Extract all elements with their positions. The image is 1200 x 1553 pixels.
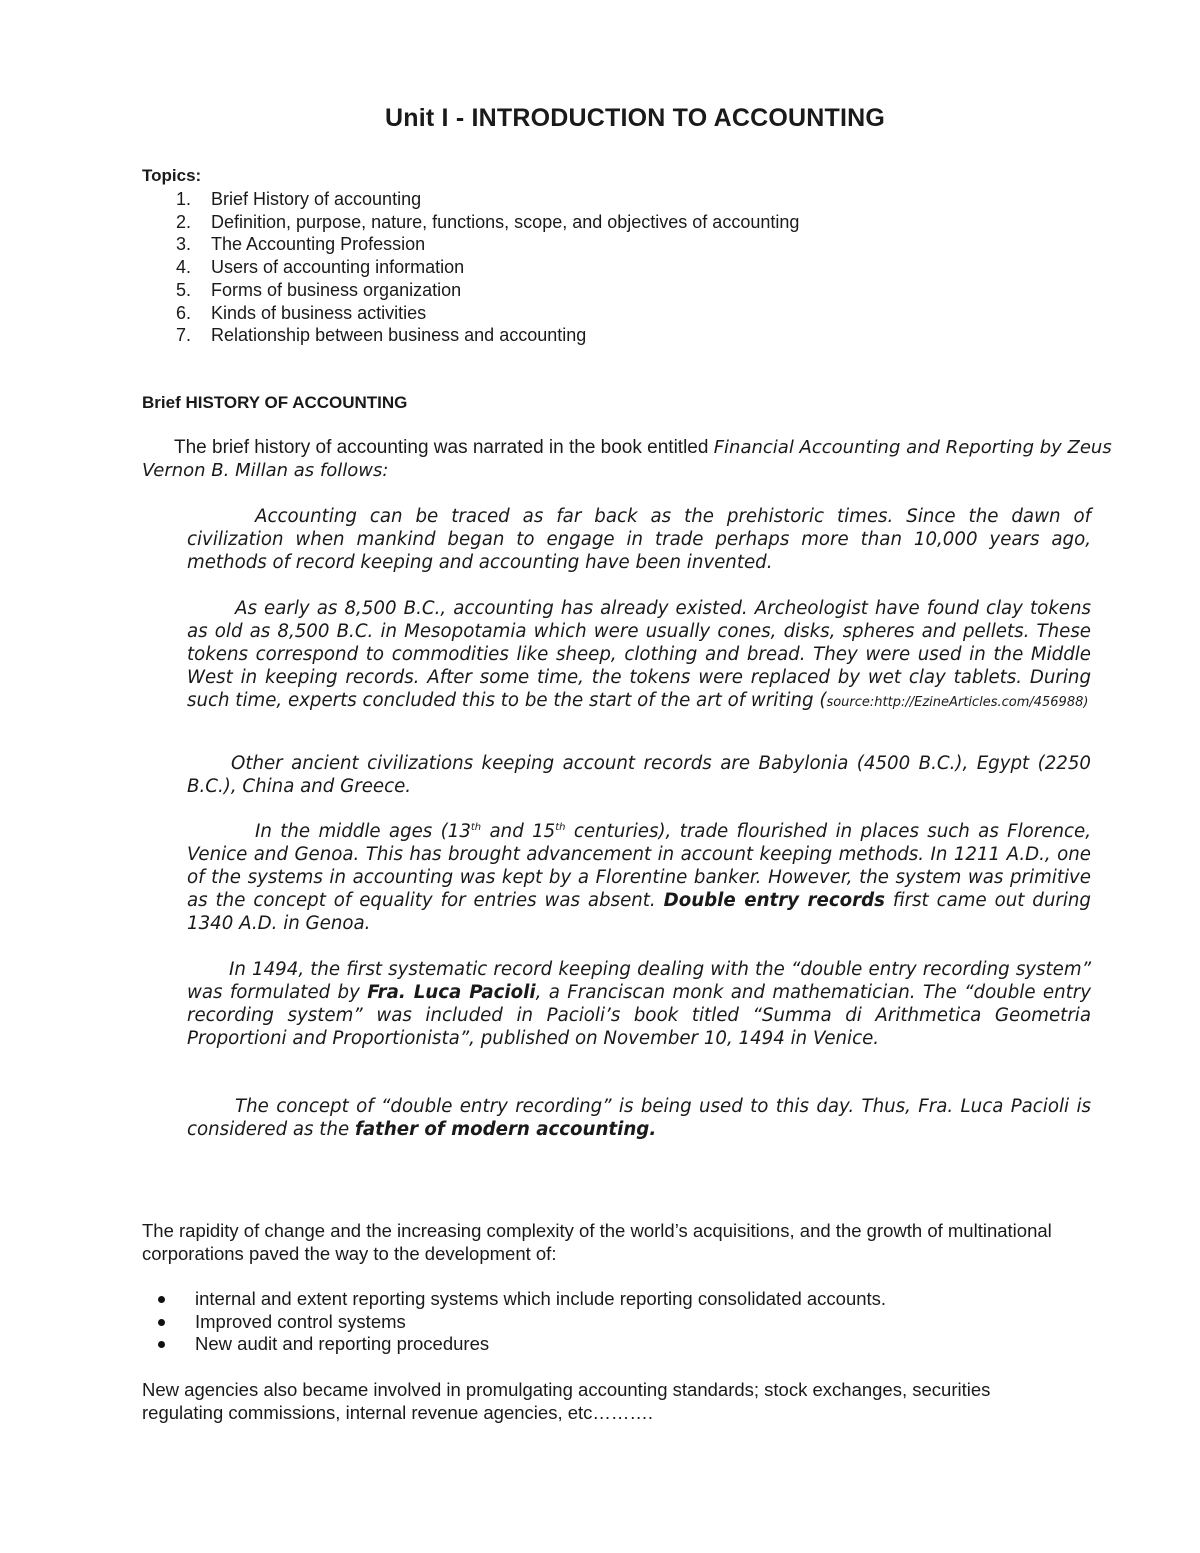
list-item xyxy=(176,279,799,302)
quote-paragraph-5 xyxy=(187,958,1091,1050)
list-number: 1. xyxy=(176,189,192,209)
list-item xyxy=(176,324,799,347)
list-number: 4. xyxy=(176,257,192,278)
quote-text: In 1494, the first systematic record keeping dealing with the “double entry recording system” was formulated by xyxy=(187,959,1091,1003)
quote-paragraph-1: Accounting can be traced as far back as the prehistoric times. Since the dawn of civilization when mankind began to engage in trade perhaps more than 10,000 years ago, methods of record keeping and accounting have been invented. xyxy=(187,506,1091,573)
source-citation: source:http://EzineArticles.com/456988) xyxy=(826,695,1089,710)
bold-term: Double entry records xyxy=(663,890,885,911)
list-item xyxy=(152,1333,886,1356)
history-intro xyxy=(142,436,1132,482)
list-item xyxy=(176,188,799,211)
quote-paragraph-6 xyxy=(187,1095,1091,1141)
list-item-text: Users of accounting information xyxy=(211,257,465,278)
list-item xyxy=(176,211,799,234)
book-title: Financial Accounting and Reporting by Zeus Vernon B. Millan as follows: xyxy=(142,437,1112,481)
list-item-text: Kinds of business activities xyxy=(211,302,427,323)
quote-text: first came out during 1340 A.D. in Genoa. xyxy=(187,890,1091,934)
quote-text: In the middle ages (13 xyxy=(255,821,471,842)
list-number: 2. xyxy=(176,211,192,232)
bullet-icon xyxy=(158,1319,165,1326)
topics-list xyxy=(176,188,799,347)
bold-term: father of modern accounting. xyxy=(354,1119,657,1140)
bullet-icon xyxy=(158,1341,165,1348)
quote-paragraph-3: Other ancient civilizations keeping account records are Babylonia (4500 B.C.), Egypt (2250 B.C.), China and Greece. xyxy=(187,753,1091,797)
quote-text: , a Franciscan monk and mathematician. The “double entry recording system” was included in Pacioli’s book titled “Summa di Arithmetica Geometria Proportioni and Proportionista”, published on November 10, 1494 in Venice. xyxy=(187,982,1091,1049)
list-item-text: internal and extent reporting systems which include reporting consolidated accounts. xyxy=(195,1288,887,1309)
list-item xyxy=(152,1288,886,1311)
section-heading-history: Brief HISTORY OF ACCOUNTING xyxy=(142,393,408,412)
list-item xyxy=(176,256,799,279)
list-item xyxy=(152,1311,886,1334)
quote-paragraph-2 xyxy=(187,597,1091,714)
list-item-text: Definition, purpose, nature, functions, scope, and objectives of accounting xyxy=(211,211,800,232)
list-item xyxy=(176,233,799,256)
list-item xyxy=(176,302,799,325)
topics-label: Topics: xyxy=(142,166,202,185)
page-title: Unit I - INTRODUCTION TO ACCOUNTING xyxy=(384,104,886,132)
list-item-text: The Accounting Profession xyxy=(211,234,426,255)
list-number: 5. xyxy=(176,279,192,300)
quote-text: and 15 xyxy=(481,821,556,842)
quote-text: centuries), trade flourished in places such as Florence, Venice and Genoa. This has brought advancement in account keeping methods. In 1211 A.D., one of the systems in accounting was kept by a Florentine banker. However, the system was primitive as the concept of equality for entries was absent. xyxy=(187,821,1091,911)
closing-paragraph: New agencies also became involved in promulgating accounting standards; stock exchanges, securities regulating commissions, internal revenue agencies, etc………. xyxy=(142,1379,991,1423)
list-item-text: Brief History of accounting xyxy=(211,189,422,209)
intro-text: The brief history of accounting was narrated in the book entitled xyxy=(174,437,714,458)
list-item-text: Improved control systems xyxy=(195,1310,406,1332)
list-number: 6. xyxy=(176,302,192,323)
list-item-text: Relationship between business and accounting xyxy=(211,325,587,346)
bold-term: Fra. Luca Pacioli xyxy=(367,982,536,1003)
quote-text: The concept of “double entry recording” is being used to this day. Thus, Fra. Luca Pacioli is considered as the xyxy=(187,1096,1091,1140)
development-bullet-list xyxy=(152,1288,886,1356)
list-item-text: Forms of business organization xyxy=(211,279,462,300)
superscript: th xyxy=(470,821,482,833)
list-item-text: New audit and reporting procedures xyxy=(195,1333,490,1355)
development-paragraph: The rapidity of change and the increasing complexity of the world’s acquisitions, and the growth of multinational corporations paved the way to the development of: xyxy=(142,1220,1052,1264)
superscript: th xyxy=(555,821,566,833)
bullet-icon xyxy=(158,1296,165,1303)
quote-text: As early as 8,500 B.C., accounting has already existed. Archeologist have found clay tokens as old as 8,500 B.C. in Mesopotamia which were usually cones, disks, spheres and pellets. These tokens correspond to commodities like sheep, clothing and bread. They were used in the Middle West in keeping records. After some time, the tokens were replaced by wet clay tablets. During such time, experts concluded this to be the start of the art of writing ( xyxy=(187,598,1091,711)
list-number: 3. xyxy=(176,234,192,255)
list-number: 7. xyxy=(176,325,192,346)
quote-paragraph-4 xyxy=(187,820,1091,935)
